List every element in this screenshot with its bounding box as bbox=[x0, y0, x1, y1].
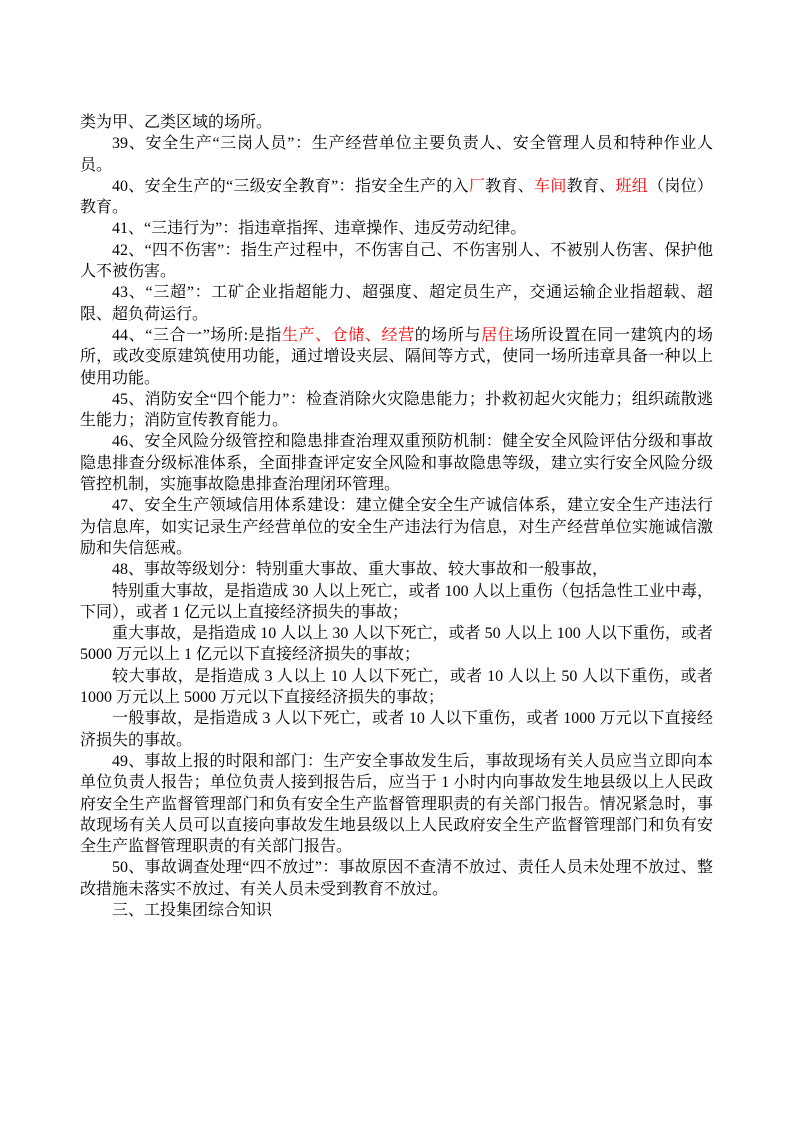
text-run: 较大事故，是指造成 3 人以上 10 人以下死亡，或者 10 人以上 50 人以下重伤，或者 1000 万元以上 5000 万元以下直接经济损失的事故； bbox=[80, 667, 713, 707]
item-42 bbox=[80, 240, 713, 283]
text-run: 42、“四不伤害”：指生产过程中，不伤害自己、不伤害别人、不被别人伤害、保护他人不被伤害。 bbox=[80, 241, 713, 281]
text-run: 45、消防安全“四个能力”：检查消除火灾隐患能力；扑救初起火灾能力；组织疏散逃生能力；消防宣传教育能力。 bbox=[80, 390, 713, 430]
text-run: 教育、 bbox=[485, 177, 535, 195]
item-43 bbox=[80, 282, 713, 325]
highlighted-text: 班组 bbox=[615, 177, 649, 195]
item-48-serious bbox=[80, 623, 713, 666]
item-41 bbox=[80, 218, 713, 239]
text-run: 的场所与 bbox=[414, 326, 482, 344]
item-44 bbox=[80, 325, 713, 389]
text-run: 场所设置在同一建筑内的场所，或改变原建筑使用功能，通过增设夹层、隔间等方式，使同一场所违章具备一种以上使用功能。 bbox=[80, 326, 713, 387]
text-run: （岗位）教育。 bbox=[80, 177, 713, 217]
highlighted-text: 车间 bbox=[534, 177, 567, 195]
item-48-extraordinarily-serious bbox=[80, 581, 713, 624]
highlighted-text: 生产、仓储、经营 bbox=[281, 326, 415, 344]
text-run: 50、事故调查处理“四不放过”：事故原因不查清不放过、责任人员未处理不放过、整改措施未落实不放过、有关人员未受到教育不放过。 bbox=[80, 859, 713, 898]
text-run: 47、安全生产领域信用体系建设：建立健全安全生产诚信体系，建立安全生产违法行为信息库，如实记录生产经营单位的安全生产违法行为信息，对生产经营单位实施诚信激励和失信惩戒。 bbox=[80, 497, 713, 557]
item-45 bbox=[80, 389, 713, 432]
highlighted-text: 居住 bbox=[481, 326, 515, 344]
item-49 bbox=[80, 751, 713, 857]
text-run: 39、安全生产“三岗人员”：生产经营单位主要负责人、安全管理人员和特种作业人员。 bbox=[80, 135, 713, 174]
item-50 bbox=[80, 857, 713, 900]
text-run: 重大事故，是指造成 10 人以上 30 人以下死亡，或者 50 人以上 100 人以下重伤，或者 5000 万元以上 1 亿元以下直接经济损失的事故； bbox=[80, 625, 713, 664]
section-heading bbox=[80, 900, 713, 921]
item-47 bbox=[80, 495, 713, 559]
text-run: 40、安全生产的“三级安全教育”：指安全生产的入 bbox=[112, 177, 469, 195]
text-run: 类为甲、乙类区域的场所。 bbox=[80, 114, 273, 131]
text-run: 43、“三超”：工矿企业指超能力、超强度、超定员生产，交通运输企业指超载、超限、超负荷运行。 bbox=[80, 284, 713, 323]
item-40 bbox=[80, 176, 713, 219]
document-body bbox=[80, 112, 713, 921]
text-run: 特别重大事故，是指造成 30 人以上死亡，或者 100 人以上重伤（包括急性工业中毒，下同），或者 1 亿元以上直接经济损失的事故； bbox=[80, 582, 713, 621]
continuation-paragraph bbox=[80, 112, 713, 133]
text-run: 三、工投集团综合知识 bbox=[112, 901, 273, 919]
item-46 bbox=[80, 431, 713, 495]
text-run: 一般事故，是指造成 3 人以下死亡，或者 10 人以下重伤，或者 1000 万元以下直接经济损失的事故。 bbox=[80, 710, 713, 749]
highlighted-text: 厂 bbox=[468, 177, 486, 195]
text-run: 48、事故等级划分：特别重大事故、重大事故、较大事故和一般事故， bbox=[112, 561, 609, 579]
text-run: 46、安全风险分级管控和隐患排查治理双重预防机制：健全安全风险评估分级和事故隐患排查分级标准体系，全面排查评定安全风险和事故隐患等级，建立实行安全风险分级管控机制，实施事故隐患排查治理闭环管理。 bbox=[80, 433, 713, 494]
item-39 bbox=[80, 133, 713, 176]
text-run: 44、“三合一”场所:是指 bbox=[112, 326, 282, 344]
item-48 bbox=[80, 559, 713, 580]
text-run: 41、“三违行为”：指违章指挥、违章操作、违反劳动纪律。 bbox=[112, 220, 527, 238]
item-48-major bbox=[80, 666, 713, 709]
text-run: 49、事故上报的时限和部门：生产安全事故发生后，事故现场有关人员应当立即向本单位负责人报告；单位负责人接到报告后，应当于 1 小时内向事故发生地县级以上人民政府安全生产监督管理部门和负有安全生产监督管理职责的有关部门报告。情况紧急时，事故现场有关人员可以直接向事故发生地县级以上人民政府安全生产监督管理部门和负有安全生产监督管理职责的有关部门报告。 bbox=[80, 752, 713, 856]
item-48-general bbox=[80, 708, 713, 751]
text-run: 教育、 bbox=[566, 177, 616, 195]
